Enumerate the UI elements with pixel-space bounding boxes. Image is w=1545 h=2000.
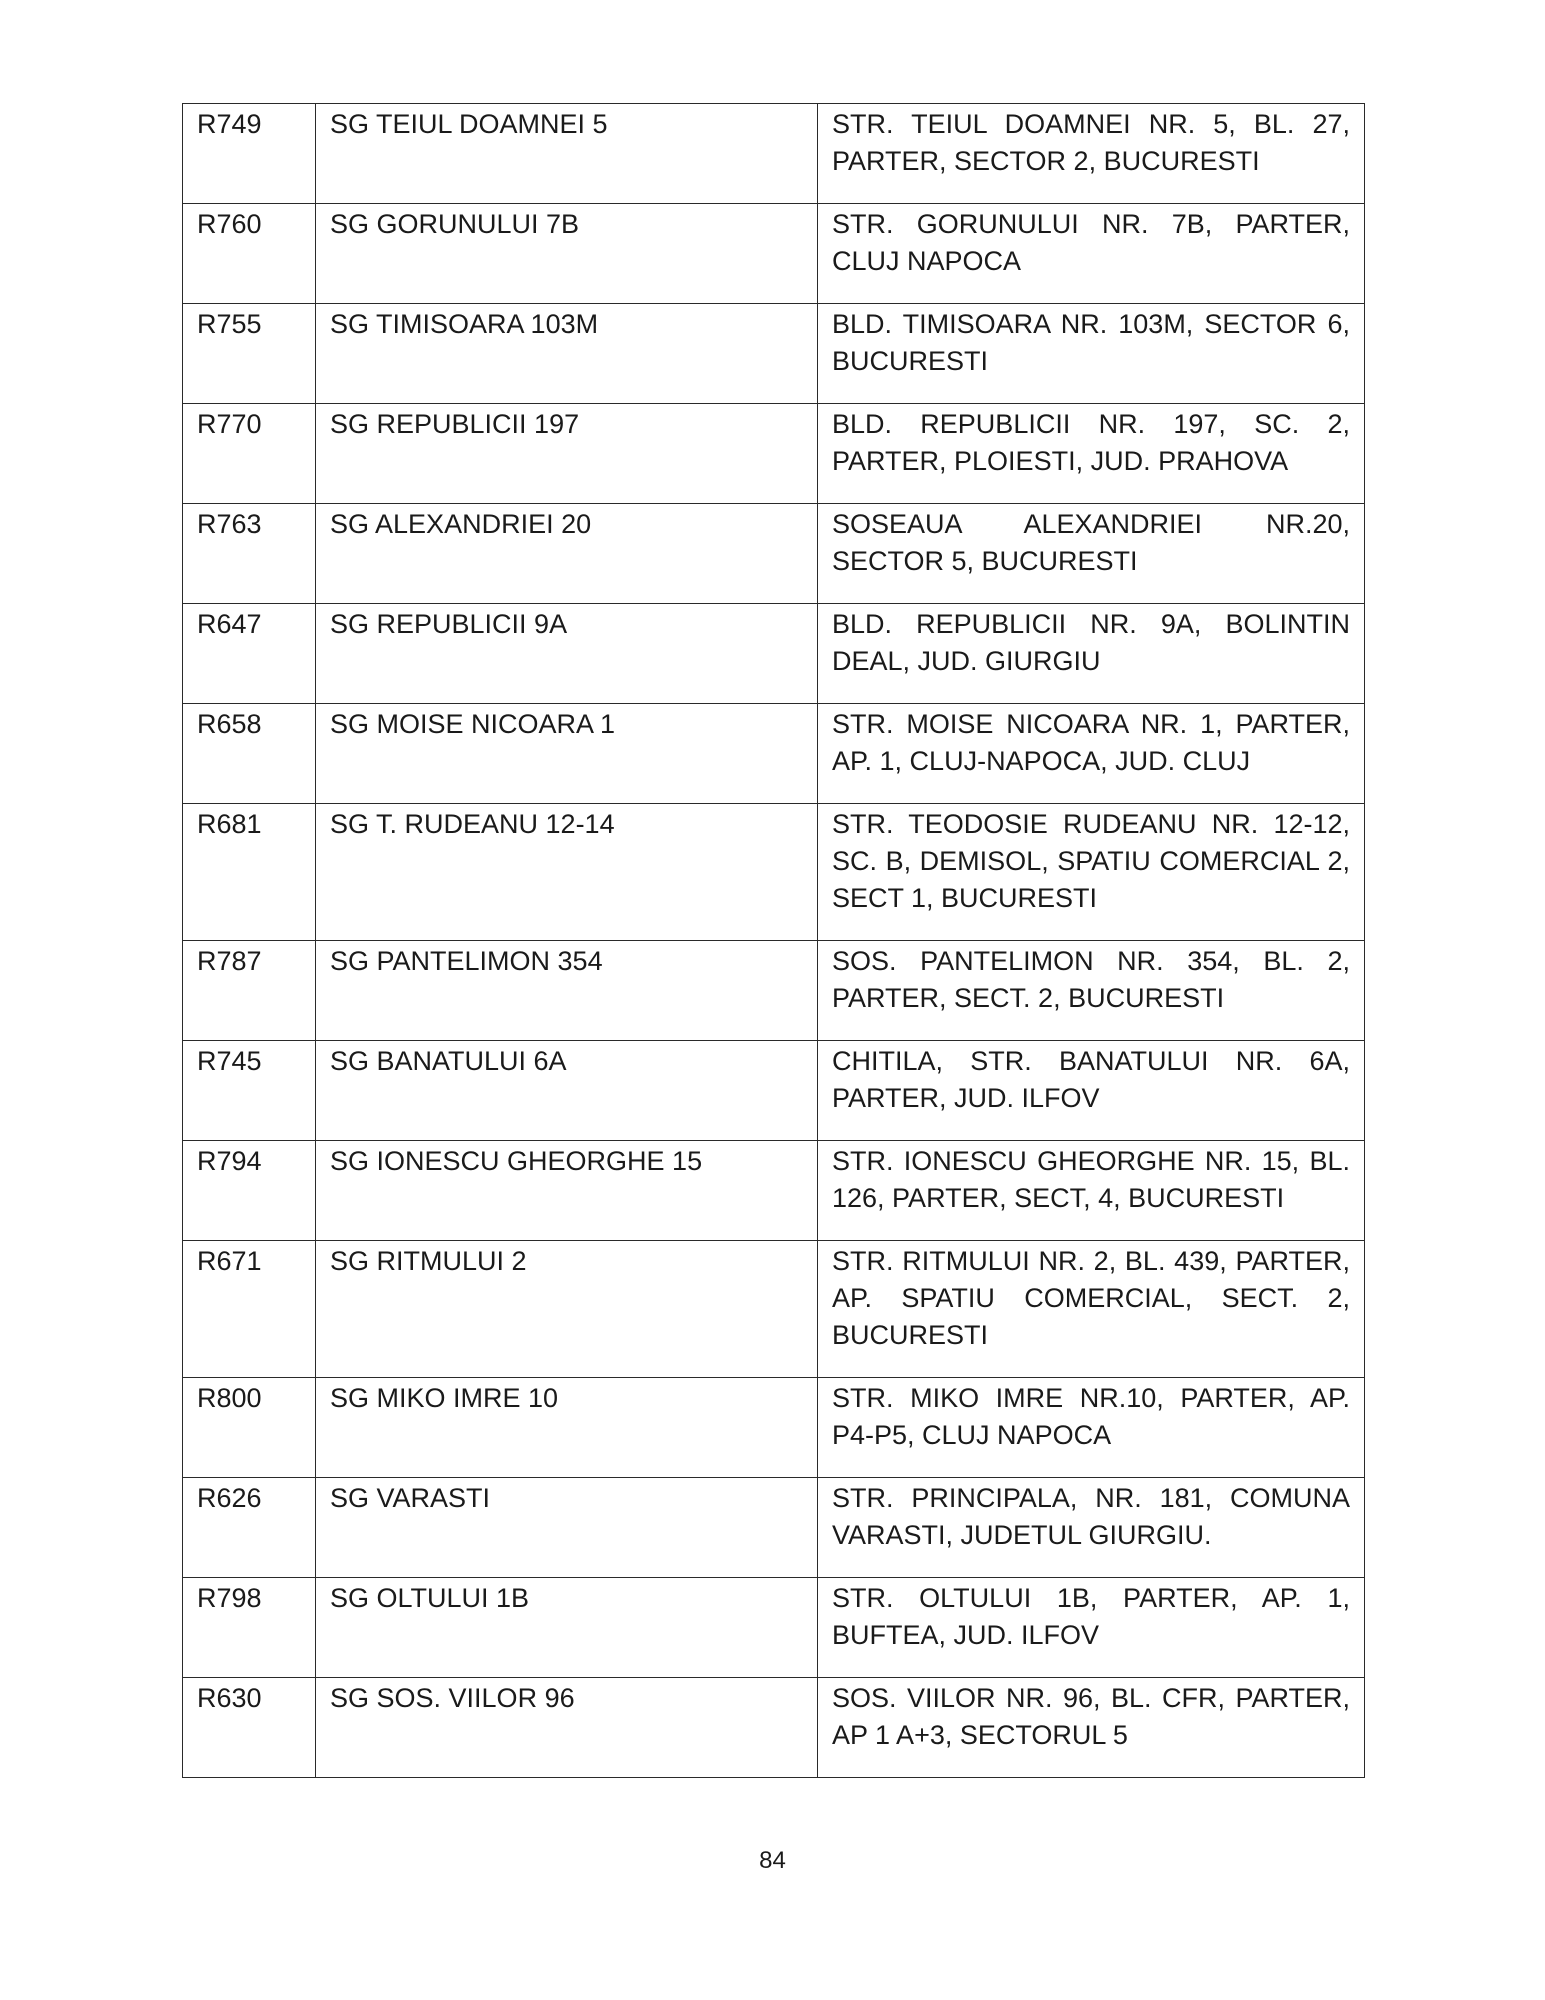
table-row <box>183 804 1365 941</box>
location-address: CHITILA, STR. BANATULUI NR. 6A, PARTER, JUD. ILFOV <box>818 1041 1365 1141</box>
location-name: SG BANATULUI 6A <box>316 1041 818 1141</box>
table-row <box>183 404 1365 504</box>
table-row <box>183 204 1365 304</box>
table-row <box>183 1678 1365 1778</box>
location-code: R755 <box>183 304 316 404</box>
location-code: R787 <box>183 941 316 1041</box>
location-code: R770 <box>183 404 316 504</box>
table-row <box>183 704 1365 804</box>
table-row <box>183 104 1365 204</box>
location-address: SOSEAUA ALEXANDRIEI NR.20, SECTOR 5, BUCURESTI <box>818 504 1365 604</box>
location-address: STR. TEODOSIE RUDEANU NR. 12-12, SC. B, DEMISOL, SPATIU COMERCIAL 2, SECT 1, BUCURESTI <box>818 804 1365 941</box>
location-name: SG MIKO IMRE 10 <box>316 1378 818 1478</box>
location-code: R671 <box>183 1241 316 1378</box>
location-code: R626 <box>183 1478 316 1578</box>
location-address: BLD. TIMISOARA NR. 103M, SECTOR 6, BUCURESTI <box>818 304 1365 404</box>
location-name: SG TIMISOARA 103M <box>316 304 818 404</box>
location-name: SG T. RUDEANU 12-14 <box>316 804 818 941</box>
location-code: R658 <box>183 704 316 804</box>
table-row <box>183 941 1365 1041</box>
location-address: BLD. REPUBLICII NR. 9A, BOLINTIN DEAL, JUD. GIURGIU <box>818 604 1365 704</box>
location-address: STR. MOISE NICOARA NR. 1, PARTER, AP. 1, CLUJ-NAPOCA, JUD. CLUJ <box>818 704 1365 804</box>
location-address: STR. RITMULUI NR. 2, BL. 439, PARTER, AP. SPATIU COMERCIAL, SECT. 2, BUCURESTI <box>818 1241 1365 1378</box>
location-name: SG IONESCU GHEORGHE 15 <box>316 1141 818 1241</box>
location-code: R763 <box>183 504 316 604</box>
location-address: STR. GORUNULUI NR. 7B, PARTER, CLUJ NAPOCA <box>818 204 1365 304</box>
location-code: R630 <box>183 1678 316 1778</box>
table-row <box>183 604 1365 704</box>
table-row <box>183 1578 1365 1678</box>
location-code: R794 <box>183 1141 316 1241</box>
location-code: R647 <box>183 604 316 704</box>
location-name: SG SOS. VIILOR 96 <box>316 1678 818 1778</box>
location-code: R800 <box>183 1378 316 1478</box>
location-address: STR. IONESCU GHEORGHE NR. 15, BL. 126, PARTER, SECT, 4, BUCURESTI <box>818 1141 1365 1241</box>
table-row <box>183 1378 1365 1478</box>
location-address: SOS. VIILOR NR. 96, BL. CFR, PARTER, AP 1 A+3, SECTORUL 5 <box>818 1678 1365 1778</box>
location-address: STR. OLTULUI 1B, PARTER, AP. 1, BUFTEA, JUD. ILFOV <box>818 1578 1365 1678</box>
page-number: 84 <box>759 1847 786 1874</box>
location-name: SG REPUBLICII 9A <box>316 604 818 704</box>
locations-table <box>182 103 1365 1778</box>
table-row <box>183 504 1365 604</box>
location-address: STR. TEIUL DOAMNEI NR. 5, BL. 27, PARTER, SECTOR 2, BUCURESTI <box>818 104 1365 204</box>
table-row <box>183 1241 1365 1378</box>
table-row <box>183 1041 1365 1141</box>
table-row <box>183 1141 1365 1241</box>
location-code: R681 <box>183 804 316 941</box>
table-row <box>183 304 1365 404</box>
location-name: SG ALEXANDRIEI 20 <box>316 504 818 604</box>
location-name: SG REPUBLICII 197 <box>316 404 818 504</box>
location-name: SG OLTULUI 1B <box>316 1578 818 1678</box>
location-name: SG PANTELIMON 354 <box>316 941 818 1041</box>
location-name: SG TEIUL DOAMNEI 5 <box>316 104 818 204</box>
location-name: SG VARASTI <box>316 1478 818 1578</box>
location-name: SG RITMULUI 2 <box>316 1241 818 1378</box>
table-row <box>183 1478 1365 1578</box>
location-code: R760 <box>183 204 316 304</box>
location-address: BLD. REPUBLICII NR. 197, SC. 2, PARTER, PLOIESTI, JUD. PRAHOVA <box>818 404 1365 504</box>
location-code: R745 <box>183 1041 316 1141</box>
location-name: SG MOISE NICOARA 1 <box>316 704 818 804</box>
location-address: STR. MIKO IMRE NR.10, PARTER, AP. P4-P5, CLUJ NAPOCA <box>818 1378 1365 1478</box>
location-name: SG GORUNULUI 7B <box>316 204 818 304</box>
location-address: SOS. PANTELIMON NR. 354, BL. 2, PARTER, SECT. 2, BUCURESTI <box>818 941 1365 1041</box>
location-code: R749 <box>183 104 316 204</box>
location-address: STR. PRINCIPALA, NR. 181, COMUNA VARASTI, JUDETUL GIURGIU. <box>818 1478 1365 1578</box>
location-code: R798 <box>183 1578 316 1678</box>
